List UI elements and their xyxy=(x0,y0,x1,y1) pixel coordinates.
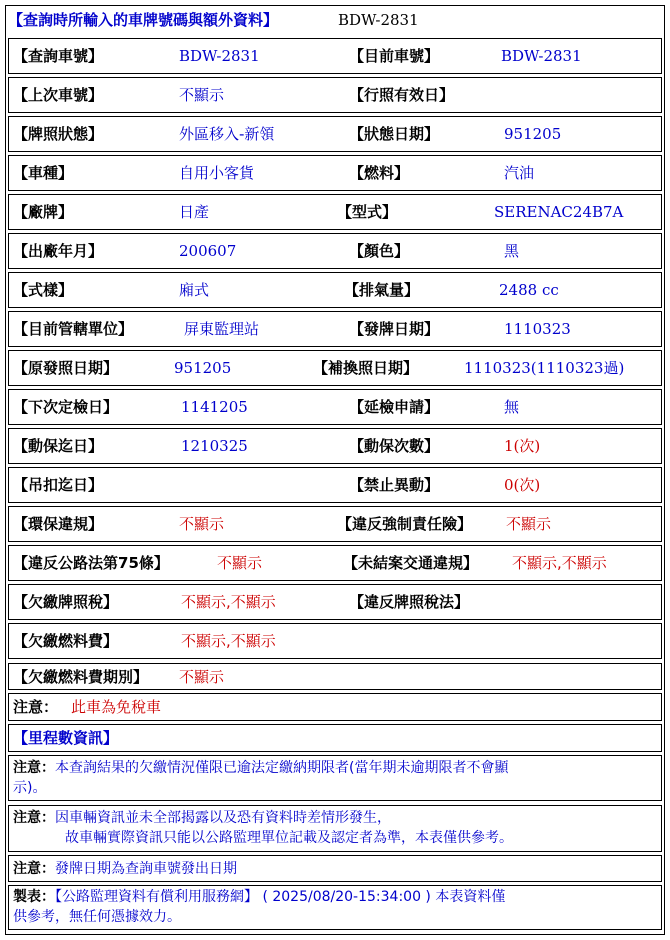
note-label: 注意： xyxy=(13,760,55,776)
info-row xyxy=(8,194,662,230)
note-text: 供參考，無任何憑據效力。 xyxy=(13,909,181,925)
field-value: 屏東監理站 xyxy=(184,320,260,338)
field-label: 【發牌日期】 xyxy=(349,320,440,338)
info-row xyxy=(8,116,662,152)
field-label: 【吊扣迄日】 xyxy=(13,476,104,494)
field-value: 1110323 xyxy=(504,320,571,338)
mileage-label: 【里程數資訊】 xyxy=(13,729,119,747)
field-label: 【顏色】 xyxy=(349,242,410,260)
header-plate: BDW-2831 xyxy=(338,11,419,29)
report-header xyxy=(8,8,662,32)
info-row xyxy=(8,311,662,347)
field-label: 【查詢車號】 xyxy=(13,47,104,65)
field-label: 【禁止異動】 xyxy=(349,476,440,494)
field-value: 外區移入-新領 xyxy=(179,125,275,143)
field-label: 【欠繳燃料費】 xyxy=(13,632,119,650)
note-text: 發牌日期為查詢車號發出日期 xyxy=(55,861,237,877)
fuel-period-value: 不顯示 xyxy=(179,668,225,686)
field-label: 【補換照日期】 xyxy=(313,359,419,377)
info-row xyxy=(8,233,662,269)
field-value: BDW-2831 xyxy=(179,47,260,65)
field-label: 【廠牌】 xyxy=(13,203,74,221)
field-label: 【行照有效日】 xyxy=(349,86,455,104)
field-label: 【牌照狀態】 xyxy=(13,125,104,143)
field-value: 不顯示,不顯示 xyxy=(181,593,276,611)
note-text: 因車輛資訊並未全部揭露以及恐有資料時差情形發生， xyxy=(55,810,391,826)
field-value: 不顯示 xyxy=(506,515,552,533)
info-row xyxy=(8,467,662,503)
field-label: 【下次定檢日】 xyxy=(13,398,119,416)
field-value: 不顯示,不顯示 xyxy=(181,632,276,650)
field-label: 【狀態日期】 xyxy=(349,125,440,143)
field-label: 【違反公路法第75條】 xyxy=(13,554,169,572)
field-label: 【車種】 xyxy=(13,164,74,182)
field-value: 自用小客貨 xyxy=(179,164,255,182)
note-label: 製表： xyxy=(13,889,55,905)
info-row xyxy=(8,77,662,113)
field-label: 【燃料】 xyxy=(349,164,410,182)
field-value: 1110323(1110323過) xyxy=(464,359,625,377)
field-label: 【動保次數】 xyxy=(349,437,440,455)
info-row xyxy=(8,584,662,620)
note-text: 故車輛實際資訊只能以公路監理單位記載及認定者為準，本表僅供參考。 xyxy=(65,830,513,846)
field-label: 【動保迄日】 xyxy=(13,437,104,455)
info-row xyxy=(8,389,662,425)
field-label: 【排氣量】 xyxy=(344,281,420,299)
field-label: 【型式】 xyxy=(337,203,398,221)
note-text: 示)。 xyxy=(13,780,47,796)
field-value: 汽油 xyxy=(504,164,535,182)
tax-note-value: 此車為免稅車 xyxy=(71,698,162,716)
fuel-period-label: 【欠繳燃料費期別】 xyxy=(13,668,149,686)
field-label: 【式樣】 xyxy=(13,281,74,299)
field-value: 200607 xyxy=(179,242,237,260)
fuel-period-row xyxy=(8,663,662,690)
field-value: 1210325 xyxy=(181,437,248,455)
note-label: 注意： xyxy=(13,810,55,826)
field-value: 不顯示,不顯示 xyxy=(512,554,607,572)
field-value: 廂式 xyxy=(179,281,210,299)
info-row xyxy=(8,428,662,464)
field-label: 【上次車號】 xyxy=(13,86,104,104)
field-value: SERENAC24B7A xyxy=(494,203,624,221)
field-value: 黑 xyxy=(504,242,520,260)
field-label: 【延檢申請】 xyxy=(349,398,440,416)
info-row xyxy=(8,506,662,542)
field-value: 951205 xyxy=(174,359,232,377)
note-text: 本查詢結果的欠繳情況僅限已逾法定繳納期限者(當年期未逾期限者不會顯 xyxy=(55,760,509,776)
field-label: 【目前管轄單位】 xyxy=(13,320,134,338)
info-row xyxy=(8,623,662,659)
field-value: 無 xyxy=(504,398,520,416)
tax-note-label: 注意： xyxy=(13,698,59,716)
field-label: 【環保違規】 xyxy=(13,515,104,533)
note-row-2 xyxy=(8,805,662,852)
note-text: 【公路監理資料有償利用服務網】 ( 2025/08/20-15:34:00 ) 本表資料僅 xyxy=(55,889,506,905)
field-value: BDW-2831 xyxy=(501,47,582,65)
note-row-4 xyxy=(8,885,662,930)
mileage-row xyxy=(8,724,662,752)
note-row-3 xyxy=(8,855,662,882)
info-row xyxy=(8,38,662,74)
field-label: 【違反強制責任險】 xyxy=(337,515,473,533)
field-label: 【出廠年月】 xyxy=(13,242,104,260)
field-label: 【目前車號】 xyxy=(349,47,440,65)
field-value: 1141205 xyxy=(181,398,248,416)
info-row xyxy=(8,545,662,581)
field-label: 【未結案交通違規】 xyxy=(343,554,479,572)
field-value: 不顯示 xyxy=(217,554,263,572)
info-row xyxy=(8,272,662,308)
field-value: 951205 xyxy=(504,125,562,143)
field-value: 2488 cc xyxy=(499,281,559,299)
note-row-1 xyxy=(8,755,662,801)
note-label: 注意： xyxy=(13,861,55,877)
field-value: 不顯示 xyxy=(179,86,225,104)
field-label: 【違反牌照稅法】 xyxy=(349,593,470,611)
field-value: 0(次) xyxy=(504,476,541,494)
field-value: 1(次) xyxy=(504,437,541,455)
info-row xyxy=(8,350,662,386)
header-title: 【查詢時所輸入的車牌號碼與額外資料】 xyxy=(8,11,279,29)
tax-exempt-row xyxy=(8,693,662,721)
info-row xyxy=(8,155,662,191)
field-value: 不顯示 xyxy=(179,515,225,533)
field-label: 【欠繳牌照稅】 xyxy=(13,593,119,611)
field-label: 【原發照日期】 xyxy=(13,359,119,377)
field-value: 日產 xyxy=(179,203,210,221)
